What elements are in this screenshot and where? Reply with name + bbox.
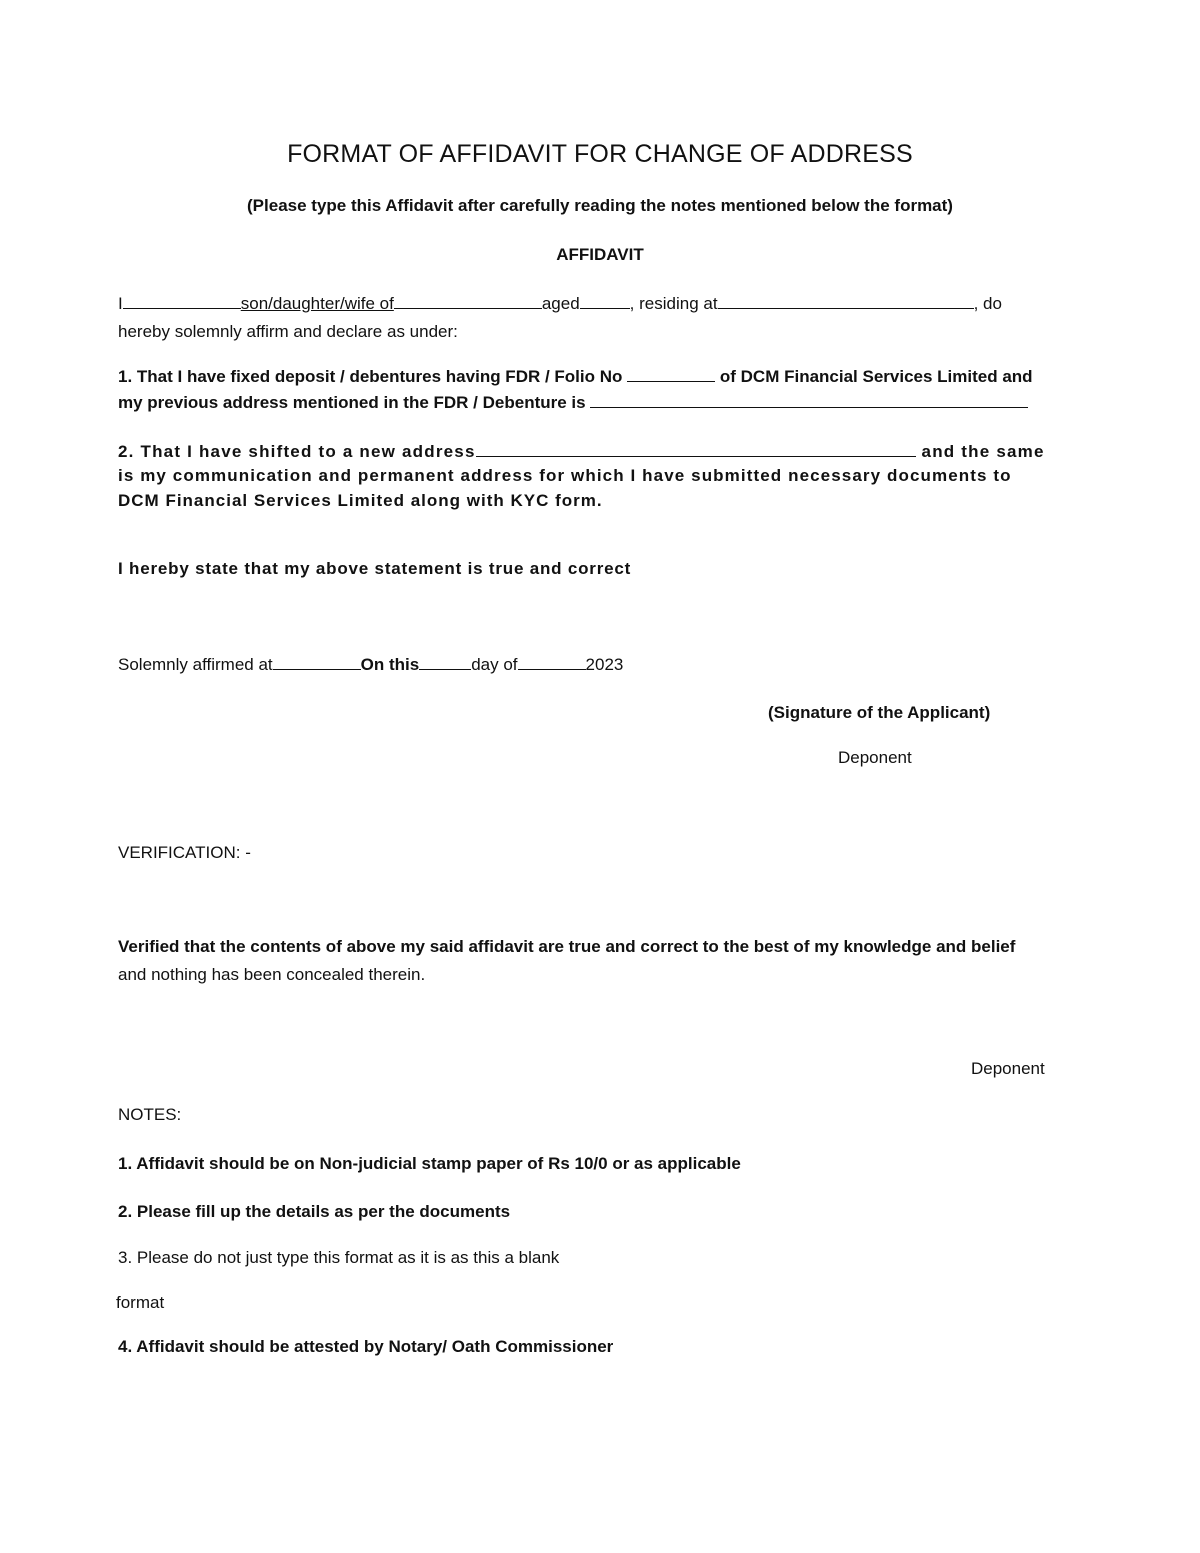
true-statement: I hereby state that my above statement is true and correct [118, 559, 632, 578]
clause-1-part-1: 1. That I have fixed deposit / debentures having FDR / Folio No [118, 367, 623, 386]
clause-1-line-2-text: my previous address mentioned in the FDR / Debenture is [118, 393, 586, 412]
note-3-continued: format [116, 1293, 165, 1312]
clause-2-line-3: DCM Financial Services Limited along with KYC form. [118, 491, 603, 510]
clause-1-line-2 [118, 393, 1028, 413]
note-4: 4. Affidavit should be attested by Notary/ Oath Commissioner [118, 1337, 614, 1356]
signature-label: (Signature of the Applicant) [768, 703, 991, 722]
clause-2-line-2: is my communication and permanent address for which I have submitted necessary documents to [118, 466, 1012, 485]
clause-2-line-1 [118, 442, 1045, 462]
previous-address-blank [590, 393, 1028, 408]
notes-label: NOTES: [118, 1105, 182, 1124]
verification-label: VERIFICATION: - [118, 843, 251, 862]
place-blank [273, 655, 361, 670]
age-blank [580, 294, 630, 309]
month-blank [518, 655, 586, 670]
clause-1-part-2: of DCM Financial Services Limited and [719, 367, 1033, 386]
new-address-blank [476, 442, 916, 457]
name-blank [123, 294, 241, 309]
day-blank [419, 655, 471, 670]
folio-number-blank [627, 367, 715, 382]
residence-blank [718, 294, 974, 309]
affirmed-day-of: day of [471, 655, 518, 674]
father-name-blank [394, 294, 542, 309]
clause-2-part-2: and the same [921, 442, 1045, 461]
verification-text-line-2: and nothing has been concealed therein. [118, 965, 426, 984]
intro-do: , do [973, 294, 1002, 313]
note-1: 1. Affidavit should be on Non-judicial stamp paper of Rs 10/0 or as applicable [118, 1154, 741, 1173]
deponent-label-1: Deponent [838, 748, 912, 767]
intro-line-2: hereby solemnly affirm and declare as under: [118, 322, 458, 341]
note-2: 2. Please fill up the details as per the documents [118, 1202, 511, 1221]
affirmed-line [118, 655, 623, 675]
document-subtitle: (Please type this Affidavit after carefully reading the notes mentioned below the format) [247, 196, 953, 215]
document-title: FORMAT OF AFFIDAVIT FOR CHANGE OF ADDRESS [287, 140, 913, 168]
deponent-label-2: Deponent [971, 1059, 1045, 1078]
affirmed-on-this: On this [360, 655, 420, 674]
verification-text-line-1: Verified that the contents of above my said affidavit are true and correct to the best of my knowledge and belief [118, 937, 1016, 956]
intro-aged: aged [541, 294, 580, 313]
intro-line [118, 294, 1002, 314]
intro-residing-at: , residing at [629, 294, 718, 313]
affidavit-heading: AFFIDAVIT [556, 245, 644, 264]
clause-1-line-1 [118, 367, 1033, 387]
affirmed-year: 2023 [585, 655, 624, 674]
affirmed-at: Solemnly affirmed at [118, 655, 273, 674]
note-3: 3. Please do not just type this format as it is as this a blank [118, 1248, 560, 1267]
clause-2-part-1: 2. That I have shifted to a new address [118, 442, 476, 461]
intro-i: I [118, 294, 123, 313]
intro-son-of: son/daughter/wife of [240, 294, 394, 313]
